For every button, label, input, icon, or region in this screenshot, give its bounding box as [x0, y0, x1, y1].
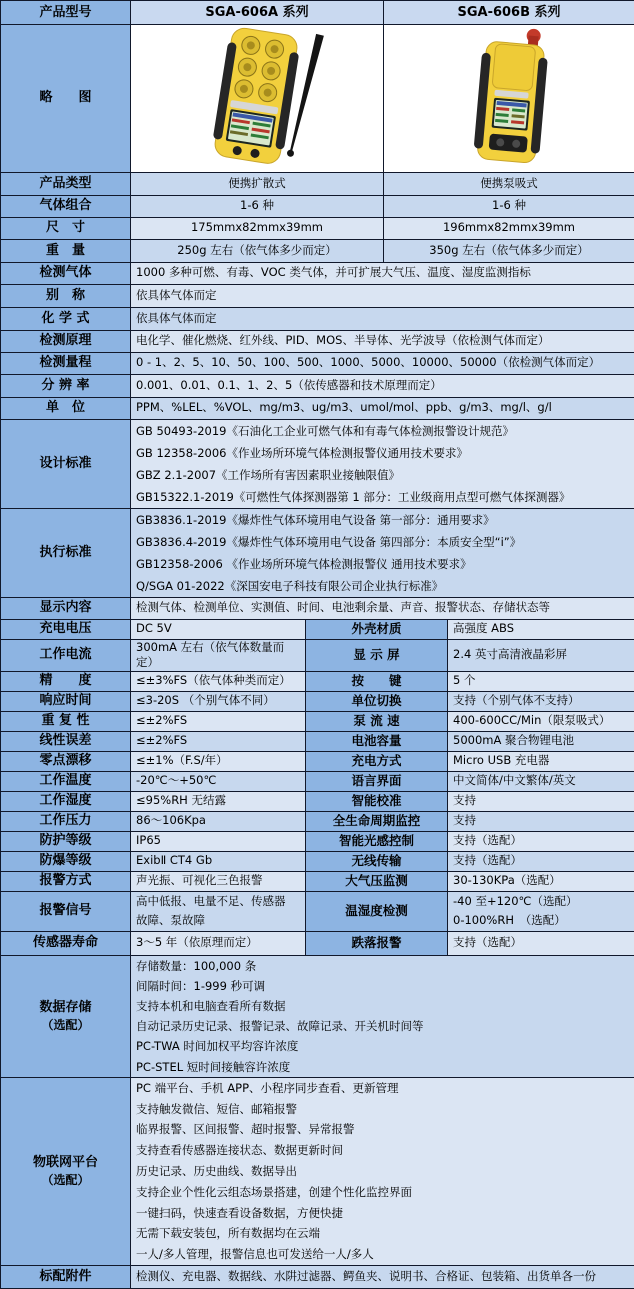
- row-resolution-label: 分 辨 率: [1, 374, 131, 397]
- pump-flow-label: 泵 流 速: [306, 711, 448, 731]
- working-current-label: 工作电流: [1, 639, 131, 671]
- shell-material-value: 高强度 ABS: [448, 619, 634, 639]
- row-standard-accessories: [1, 1265, 634, 1288]
- detection-principle-value: 电化学、催化燃烧、红外线、PID、MOS、半导体、光学波导（依检测气体而定）: [131, 330, 634, 352]
- row-repeatability: [1, 711, 634, 731]
- header-series-a: SGA-606A 系列: [131, 1, 384, 25]
- lifecycle-monitoring-label: 全生命周期监控: [306, 811, 448, 831]
- data-storage-line: 存储数量：100,000 条: [136, 956, 629, 976]
- explosion-proof-label: 防爆等级: [1, 851, 131, 871]
- barometric-monitoring-label: 大气压监测: [306, 871, 448, 891]
- drop-alarm-value: 支持（选配）: [448, 931, 634, 955]
- standard-accessories-label: 标配附件: [1, 1265, 131, 1288]
- row-zero-drift: [1, 751, 634, 771]
- row-working-humidity: [1, 791, 634, 811]
- product-type-b: 便携泵吸式: [384, 172, 634, 195]
- row-detection-principle: [1, 330, 634, 352]
- pump-flow-value: 400-600CC/Min（限泵吸式）: [448, 711, 634, 731]
- wireless-transmission-label: 无线传输: [306, 851, 448, 871]
- dimensions-b: 196mmx82mmx39mm: [384, 217, 634, 239]
- detection-range-value: 0 - 1、2、5、10、50、100、500、1000、5000、10000、50000（依检测气体而定）: [131, 352, 634, 374]
- sensor-life-value: 3～5 年（依原理而定）: [131, 931, 306, 955]
- temp-humidity-detection-value: [448, 891, 634, 931]
- iot-platform-label-line: （选配）: [3, 1172, 128, 1188]
- data-storage-line: 自动记录历史记录、报警记录、故障记录、开关机时间等: [136, 1016, 629, 1036]
- unit-switch-label: 单位切换: [306, 691, 448, 711]
- iot-platform-label-line: 物联网平台: [3, 1154, 128, 1172]
- row-design-standards: [1, 419, 634, 508]
- row-gas-combination: [1, 195, 634, 217]
- data-storage-line: PC-STEL 短时间接触容许浓度: [136, 1057, 629, 1077]
- row-chemical-formula: [1, 307, 634, 330]
- row-executive-standards-label: 执行标准: [1, 508, 131, 597]
- resolution-value: 0.001、0.01、0.1、1、2、5（依传感器和技术原理而定）: [131, 374, 634, 397]
- row-detection-principle-label: 检测原理: [1, 330, 131, 352]
- display-screen-label: 显 示 屏: [306, 639, 448, 671]
- charging-method-value: Micro USB 充电器: [448, 751, 634, 771]
- iot-platform-line: 临界报警、区间报警、超时报警、异常报警: [136, 1119, 629, 1140]
- data-storage-label-line: （选配）: [3, 1017, 128, 1033]
- repeatability-value: ≤±2%FS: [131, 711, 306, 731]
- row-working-temperature: [1, 771, 634, 791]
- row-dimensions-label: 尺 寸: [1, 217, 131, 239]
- row-linearity-error: [1, 731, 634, 751]
- smart-calibration-value: 支持: [448, 791, 634, 811]
- row-dimensions: [1, 217, 634, 239]
- temp-humidity-line: 0-100%RH （选配）: [453, 911, 629, 930]
- working-temperature-label: 工作温度: [1, 771, 131, 791]
- data-storage-line: PC-TWA 时间加权平均容许浓度: [136, 1036, 629, 1056]
- protection-rating-label: 防护等级: [1, 831, 131, 851]
- row-design-standards-label: 设计标准: [1, 419, 131, 508]
- battery-capacity-label: 电池容量: [306, 731, 448, 751]
- row-alias: [1, 284, 634, 307]
- wireless-transmission-value: 支持（选配）: [448, 851, 634, 871]
- row-units: [1, 397, 634, 419]
- iot-platform-label: [1, 1077, 131, 1265]
- row-gas-combination-label: 气体组合: [1, 195, 131, 217]
- chemical-formula-value: 依具体气体而定: [131, 307, 634, 330]
- row-detected-gases-label: 检测气体: [1, 262, 131, 284]
- temp-humidity-line: -40 至+120℃（选配）: [453, 892, 629, 911]
- barometric-monitoring-value: 30-130KPa（选配）: [448, 871, 634, 891]
- working-humidity-label: 工作湿度: [1, 791, 131, 811]
- device-sga-606b-image-cell: [384, 25, 634, 173]
- working-pressure-value: 86～106Kpa: [131, 811, 306, 831]
- row-sensor-life: [1, 931, 634, 955]
- working-temperature-value: -20℃～+50℃: [131, 771, 306, 791]
- alarm-signal-line: 故障、泵故障: [136, 911, 300, 930]
- iot-platform-value: [131, 1077, 634, 1265]
- working-pressure-label: 工作压力: [1, 811, 131, 831]
- executive-standard-line: GB3836.1-2019《爆炸性气体环境用电气设备 第一部分：通用要求》: [136, 509, 629, 531]
- accuracy-value: ≤±3%FS（依气体种类而定）: [131, 671, 306, 691]
- gas-combination-b: 1-6 种: [384, 195, 634, 217]
- row-charging-voltage: [1, 619, 634, 639]
- device-sga-606a-image-cell: [131, 25, 384, 173]
- product-type-a: 便携扩散式: [131, 172, 384, 195]
- design-standard-line: GB 12358-2006《作业场所环境气体检测报警仪通用技术要求》: [136, 442, 629, 464]
- row-working-pressure: [1, 811, 634, 831]
- row-iot-platform: [1, 1077, 634, 1265]
- row-display-content: [1, 597, 634, 619]
- protection-rating-value: IP65: [131, 831, 306, 851]
- repeatability-label: 重 复 性: [1, 711, 131, 731]
- iot-platform-line: 支持企业个性化云组态场景搭建，创建个性化监控界面: [136, 1182, 629, 1203]
- iot-platform-line: 支持查看传感器连接状态、数据更新时间: [136, 1140, 629, 1161]
- zero-drift-label: 零点漂移: [1, 751, 131, 771]
- row-units-label: 单 位: [1, 397, 131, 419]
- data-storage-line: 支持本机和电脑查看所有数据: [136, 996, 629, 1016]
- light-sensor-control-value: 支持（选配）: [448, 831, 634, 851]
- data-storage-label: [1, 955, 131, 1077]
- row-alias-label: 别 称: [1, 284, 131, 307]
- row-accuracy: [1, 671, 634, 691]
- working-humidity-value: ≤95%RH 无结露: [131, 791, 306, 811]
- design-standard-line: GB15322.1-2019《可燃性气体探测器第 1 部分：工业级商用点型可燃气体探测器》: [136, 486, 629, 508]
- row-data-storage: [1, 955, 634, 1077]
- charging-voltage-label: 充电电压: [1, 619, 131, 639]
- standard-accessories-value: 检测仪、充电器、数据线、水阱过滤器、鳄鱼夹、说明书、合格证、包装箱、出货单各一份: [131, 1265, 634, 1288]
- executive-standard-line: GB12358-2006 《作业场所环境气体检测报警仪 通用技术要求》: [136, 553, 629, 575]
- row-protection-rating: [1, 831, 634, 851]
- weight-b: 350g 左右（依气体多少而定）: [384, 239, 634, 262]
- buttons-value: 5 个: [448, 671, 634, 691]
- iot-platform-line: 无需下载安装包，所有数据均在云端: [136, 1223, 629, 1244]
- row-working-current: [1, 639, 634, 671]
- row-chemical-formula-label: 化 学 式: [1, 307, 131, 330]
- alarm-mode-value: 声光振、可视化三色报警: [131, 871, 306, 891]
- sketch-row: [1, 25, 634, 173]
- alarm-signal-value: [131, 891, 306, 931]
- accuracy-label: 精 度: [1, 671, 131, 691]
- smart-calibration-label: 智能校准: [306, 791, 448, 811]
- row-alarm-signal: [1, 891, 634, 931]
- row-product-type-label: 产品类型: [1, 172, 131, 195]
- row-response-time: [1, 691, 634, 711]
- data-storage-value: [131, 955, 634, 1077]
- response-time-label: 响应时间: [1, 691, 131, 711]
- detected-gases-value: 1000 多种可燃、有毒、VOC 类气体，并可扩展大气压、温度、湿度监测指标: [131, 262, 634, 284]
- shell-material-label: 外壳材质: [306, 619, 448, 639]
- header-series-b: SGA-606B 系列: [384, 1, 634, 25]
- charging-method-label: 充电方式: [306, 751, 448, 771]
- lifecycle-monitoring-value: 支持: [448, 811, 634, 831]
- alarm-signal-label: 报警信号: [1, 891, 131, 931]
- row-executive-standards: [1, 508, 634, 597]
- temp-humidity-detection-label: 温湿度检测: [306, 891, 448, 931]
- alarm-signal-line: 高中低报、电量不足、传感器: [136, 892, 300, 911]
- row-explosion-proof-rating: [1, 851, 634, 871]
- row-weight-label: 重 量: [1, 239, 131, 262]
- row-weight: [1, 239, 634, 262]
- iot-platform-line: 历史记录、历史曲线、数据导出: [136, 1161, 629, 1182]
- executive-standard-line: Q/SGA 01-2022《深国安电子科技有限公司企业执行标准》: [136, 575, 629, 597]
- alias-value: 依具体气体而定: [131, 284, 634, 307]
- response-time-value: ≤3-20S （个别气体不同）: [131, 691, 306, 711]
- display-content-value: 检测气体、检测单位、实测值、时间、电池剩余量、声音、报警状态、存储状态等: [131, 597, 634, 619]
- charging-voltage-value: DC 5V: [131, 619, 306, 639]
- device-sga-606a-image: [137, 25, 377, 167]
- unit-switch-value: 支持（个别气体不支持）: [448, 691, 634, 711]
- weight-a: 250g 左右（依气体多少而定）: [131, 239, 384, 262]
- iot-platform-line: 支持触发微信、短信、邮箱报警: [136, 1099, 629, 1120]
- sensor-life-label: 传感器寿命: [1, 931, 131, 955]
- device-sga-606b-image: [394, 25, 624, 167]
- design-standard-line: GB 50493-2019《石油化工企业可燃气体和有毒气体检测报警设计规范》: [136, 420, 629, 442]
- row-detection-range: [1, 352, 634, 374]
- row-alarm-mode: [1, 871, 634, 891]
- alarm-mode-label: 报警方式: [1, 871, 131, 891]
- buttons-label: 按 键: [306, 671, 448, 691]
- row-detected-gases: [1, 262, 634, 284]
- design-standard-line: GBZ 2.1-2007《工作场所有害因素职业接触限值》: [136, 464, 629, 486]
- zero-drift-value: ≤±1%（F.S/年）: [131, 751, 306, 771]
- iot-platform-line: PC 端平台、手机 APP、小程序同步查看、更新管理: [136, 1078, 629, 1099]
- explosion-proof-value: ExibⅡ CT4 Gb: [131, 851, 306, 871]
- language-ui-value: 中文简体/中文繁体/英文: [448, 771, 634, 791]
- units-value: PPM、%LEL、%VOL、mg/m3、ug/m3、umol/mol、ppb、g/m3、mg/l、g/l: [131, 397, 634, 419]
- row-display-content-label: 显示内容: [1, 597, 131, 619]
- battery-capacity-value: 5000mA 聚合物锂电池: [448, 731, 634, 751]
- header-row: [1, 1, 634, 25]
- linearity-error-label: 线性误差: [1, 731, 131, 751]
- executive-standard-line: GB3836.4-2019《爆炸性气体环境用电气设备 第四部分：本质安全型“i”》: [136, 531, 629, 553]
- executive-standards-value: [131, 508, 634, 597]
- light-sensor-control-label: 智能光感控制: [306, 831, 448, 851]
- iot-platform-line: 一键扫码，快速查看设备数据，方便快捷: [136, 1203, 629, 1224]
- data-storage-label-line: 数据存储: [3, 999, 128, 1017]
- row-resolution: [1, 374, 634, 397]
- gas-combination-a: 1-6 种: [131, 195, 384, 217]
- display-screen-value: 2.4 英寸高清液晶彩屏: [448, 639, 634, 671]
- iot-platform-line: 一人/多人管理，报警信息也可发送给一人/多人: [136, 1244, 629, 1265]
- row-product-type: [1, 172, 634, 195]
- dimensions-a: 175mmx82mmx39mm: [131, 217, 384, 239]
- drop-alarm-label: 跌落报警: [306, 931, 448, 955]
- language-ui-label: 语言界面: [306, 771, 448, 791]
- data-storage-line: 间隔时间：1-999 秒可调: [136, 976, 629, 996]
- header-product-model: 产品型号: [1, 1, 131, 25]
- design-standards-value: [131, 419, 634, 508]
- linearity-error-value: ≤±2%FS: [131, 731, 306, 751]
- sketch-label: 略 图: [1, 25, 131, 173]
- row-detection-range-label: 检测量程: [1, 352, 131, 374]
- working-current-value: 300mA 左右（依气体数量而定）: [131, 639, 306, 671]
